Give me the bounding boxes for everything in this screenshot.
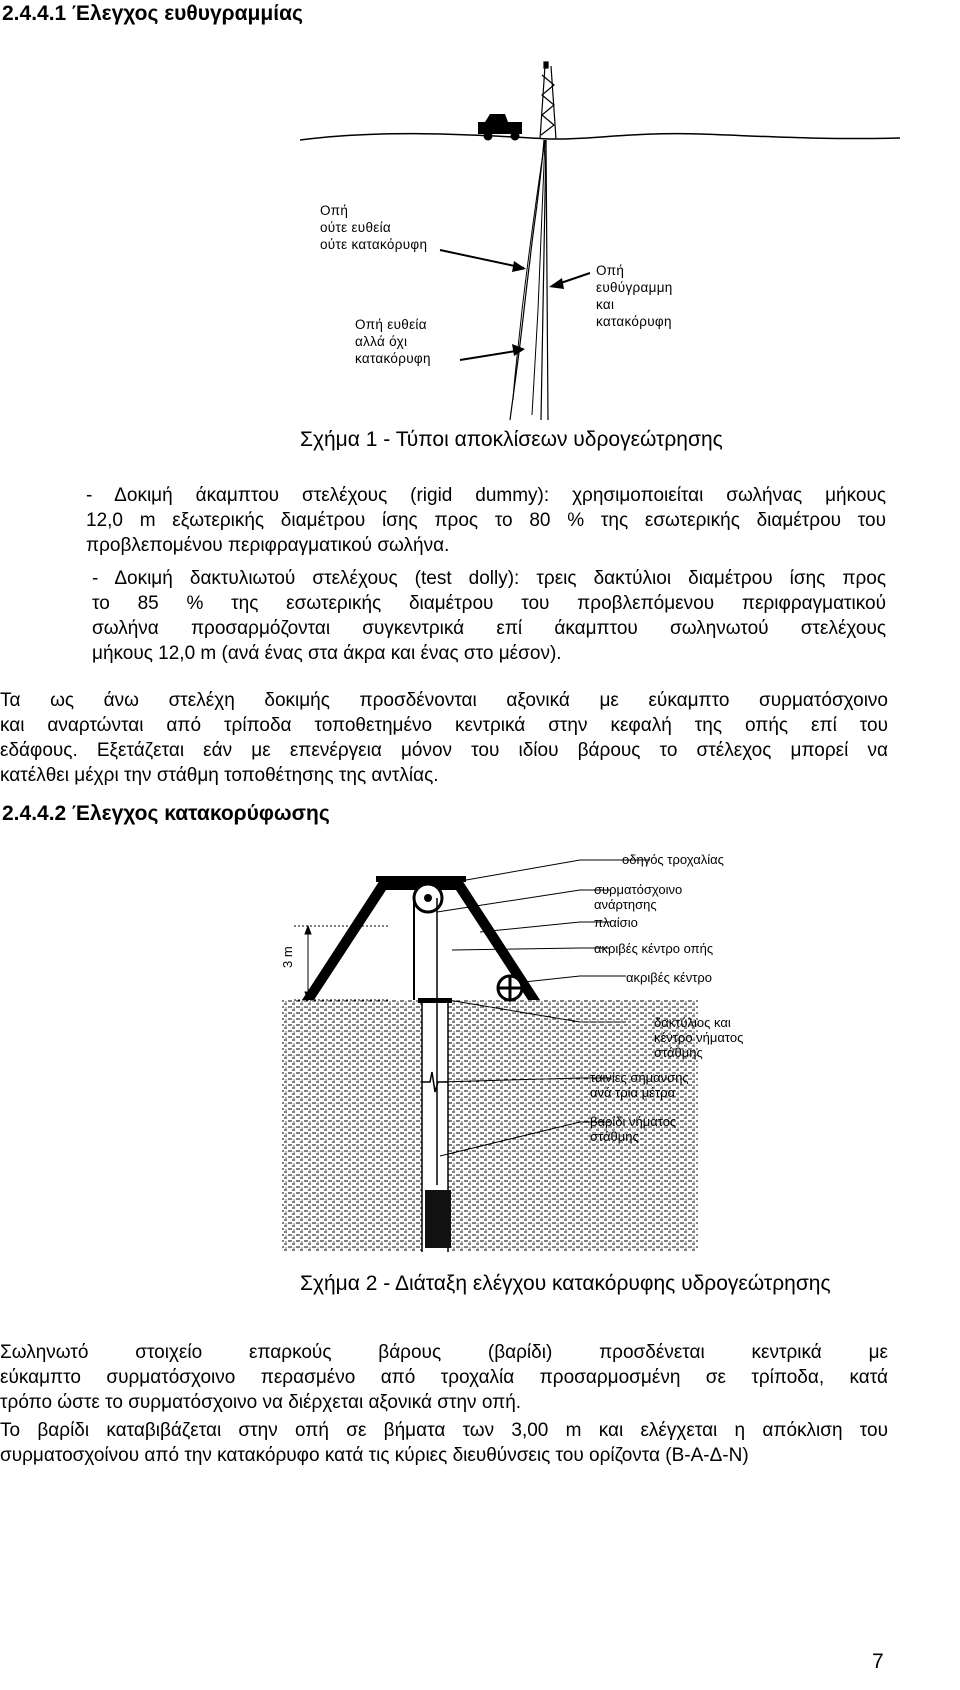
pulley-icon: [414, 884, 442, 912]
label-ring: δακτύλιος και κέντρο νήματος στάθμης: [654, 1015, 744, 1060]
figure-2-verticality-setup: [280, 850, 700, 1270]
section-heading-2-4-4-1: 2.4.4.1 Έλεγχος ευθυγραμμίας: [2, 2, 303, 25]
paragraph-suspension: Τα ως άνω στελέχη δοκιμής προσδένονται αξονικά με εύκαμπτο συρματόσχοινο και αναρτώνται από τρίποδα τοποθετημένο κεντρικά στην κεφαλή της οπής επί του εδάφους. Εξετάζεται εάν με επενέργεια μόνον του ιδίου βάρους το στέλεχος μπορεί να κατέλθει μέχρι την στάθμη τοποθέτησης της αντλίας.: [0, 690, 888, 786]
label-straight-not-plumb-hole: Οπή ευθεία αλλά όχι κατακόρυφη: [355, 317, 431, 366]
straight-plumb-hole: [546, 140, 548, 420]
paragraph-lowering: Το βαρίδι καταβιβάζεται στην οπή σε βήματα των 3,00 m και ελέγχεται η απόκλιση του συρματοσχοίνου από την κατακόρυφο κατά τις κύριες διευθύνσεις του ορίζοντα (Β-Α-Δ-Ν): [0, 1420, 888, 1466]
soil-left: [282, 1000, 422, 1252]
label-hole-center: ακριβές κέντρο οπής: [594, 941, 714, 956]
figure-2-caption: Σχήμα 2 - Διάταξη ελέγχου κατακόρυφης υδρογεώτρησης: [300, 1272, 831, 1295]
label-exact-center: ακριβές κέντρο: [626, 970, 713, 985]
page-number: 7: [872, 1650, 884, 1673]
drill-rig-icon: [540, 62, 556, 139]
label-straight-plumb-hole: Οπή ευθύγραμμη και κατακόρυφη: [596, 263, 673, 329]
label-cable: συρματόσχοινο ανάρτησης: [594, 882, 683, 912]
section-heading-2-4-4-2: 2.4.4.2 Έλεγχος κατακορύφωσης: [2, 802, 330, 825]
label-tapes: ταινίες σήμανσης ανά τρία μέτρα: [590, 1070, 689, 1100]
paragraph-rigid-dummy: - Δοκιμή άκαμπτου στελέχους (rigid dummy): χρησιμοποιείται σωλήνας μήκους 12,0 m εξωτερικής διαμέτρου ίσης προς το 80 % της εσωτερικής διαμέτρου του προβλεπομένου περιφραγματικού σωλήνα.: [86, 485, 886, 556]
label-crooked-hole: Οπή ούτε ευθεία ούτε κατακόρυφη: [320, 203, 428, 252]
plumb-weight: [425, 1190, 451, 1248]
paragraph-weight-setup: Σωληνωτό στοιχείο επαρκούς βάρους (βαρίδι) προσδένεται κεντρικά με εύκαμπτο συρματόσχοινο περασμένο από τροχαλία προσαρμοσμένη σε τρίποδα, κατά τρόπο ώστε το συρματόσχοινο να διέρχεται αξονικά στην οπή.: [0, 1342, 888, 1413]
arrow-straight-not-plumb: [460, 350, 522, 360]
exact-center-icon: [498, 976, 522, 1000]
label-pulley: οδηγός τροχαλίας: [622, 852, 724, 867]
label-frame: πλαίσιο: [594, 915, 638, 930]
label-weight: βαρίδι νήματος στάθμης: [590, 1114, 677, 1144]
arrow-crooked: [440, 250, 524, 268]
ground-line: [300, 134, 900, 140]
dimension-3m: [294, 926, 390, 1000]
dimension-label: 3 m: [280, 946, 295, 968]
figure-1-caption: Σχήμα 1 - Τύποι αποκλίσεων υδρογεώτρησης: [300, 428, 723, 451]
paragraph-test-dolly: - Δοκιμή δακτυλιωτού στελέχους (test dolly): τρεις δακτύλιοι διαμέτρου ίσης προς το 85 % της εσωτερικής διαμέτρου του προβλεπόμενου περιφραγματικού σωλήνα προσαρμόζονται συγκεντρικά επί άκαμπτου σωληνωτού στελέχους μήκους 12,0 m (ανά ένας στα άκρα και ένας στο μέσον).: [92, 568, 886, 664]
